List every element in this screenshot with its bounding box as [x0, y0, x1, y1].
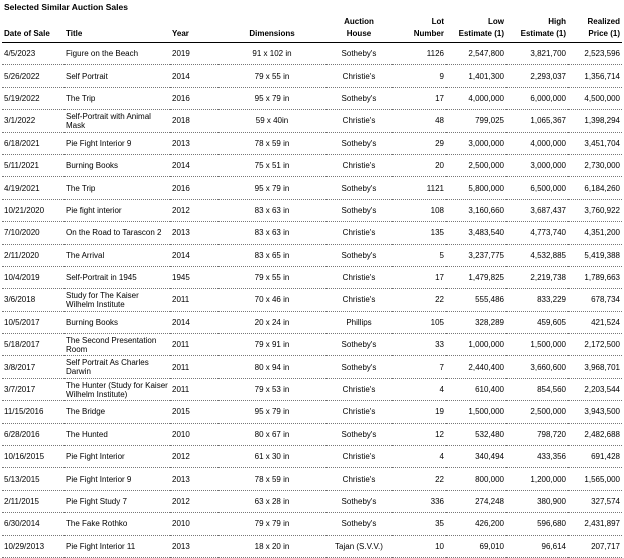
- cell-year: 2013: [170, 535, 218, 557]
- cell-realized: 2,730,000: [568, 154, 622, 176]
- cell-house: Sotheby's: [326, 334, 392, 356]
- cell-high: 1,200,000: [506, 468, 568, 490]
- column-header-realized-line1: Realized: [587, 17, 620, 26]
- cell-low: 426,200: [446, 513, 506, 535]
- cell-low: 274,248: [446, 490, 506, 512]
- cell-dims: 79 x 55 in: [218, 266, 326, 288]
- cell-year: 2016: [170, 87, 218, 109]
- cell-house: Christie's: [326, 289, 392, 311]
- table-row: [2, 490, 622, 512]
- cell-title: Self Portrait As Charles Darwin: [64, 356, 170, 378]
- cell-title: Self Portrait: [64, 65, 170, 87]
- cell-high: 3,687,437: [506, 199, 568, 221]
- cell-high: 380,900: [506, 490, 568, 512]
- cell-high: 2,293,037: [506, 65, 568, 87]
- cell-low: 1,000,000: [446, 334, 506, 356]
- cell-lot: 336: [392, 490, 446, 512]
- cell-date: 5/19/2022: [2, 87, 64, 109]
- table-row: [2, 311, 622, 333]
- cell-realized: 691,428: [568, 446, 622, 468]
- cell-title: The Trip: [64, 87, 170, 109]
- column-header-lot-line2: Number: [413, 29, 444, 38]
- cell-year: 2013: [170, 132, 218, 154]
- cell-year: 2013: [170, 468, 218, 490]
- cell-dims: 18 x 20 in: [218, 535, 326, 557]
- cell-lot: 17: [392, 87, 446, 109]
- table-row: [2, 266, 622, 288]
- cell-dims: 79 x 53 in: [218, 378, 326, 400]
- cell-title: The Arrival: [64, 244, 170, 266]
- column-header-dims: Dimensions: [218, 12, 326, 43]
- cell-house: Christie's: [326, 110, 392, 132]
- cell-date: 10/29/2013: [2, 535, 64, 557]
- table-title: Selected Similar Auction Sales: [4, 2, 128, 12]
- cell-low: 2,547,800: [446, 43, 506, 65]
- cell-dims: 80 x 94 in: [218, 356, 326, 378]
- table-row: [2, 513, 622, 535]
- cell-year: 2018: [170, 110, 218, 132]
- cell-date: 2/11/2015: [2, 490, 64, 512]
- cell-date: 3/6/2018: [2, 289, 64, 311]
- column-header-date: Date of Sale: [2, 12, 64, 43]
- cell-realized: 1,565,000: [568, 468, 622, 490]
- cell-house: Christie's: [326, 468, 392, 490]
- column-header-lot-line1: Lot: [431, 17, 444, 26]
- cell-realized: 3,968,701: [568, 356, 622, 378]
- column-header-year: Year: [170, 12, 218, 43]
- cell-high: 2,219,738: [506, 266, 568, 288]
- cell-low: 328,289: [446, 311, 506, 333]
- cell-low: 3,160,660: [446, 199, 506, 221]
- cell-year: 2010: [170, 423, 218, 445]
- table-row: [2, 43, 622, 65]
- cell-date: 10/16/2015: [2, 446, 64, 468]
- column-header-realized-line2: Price (1): [588, 29, 620, 38]
- cell-lot: 5: [392, 244, 446, 266]
- cell-house: Phillips: [326, 311, 392, 333]
- cell-house: Sotheby's: [326, 132, 392, 154]
- cell-house: Christie's: [326, 154, 392, 176]
- cell-realized: 4,351,200: [568, 222, 622, 244]
- table-row: [2, 177, 622, 199]
- cell-realized: 6,184,260: [568, 177, 622, 199]
- cell-title: Burning Books: [64, 311, 170, 333]
- cell-year: 2011: [170, 378, 218, 400]
- cell-date: 4/19/2021: [2, 177, 64, 199]
- cell-lot: 9: [392, 65, 446, 87]
- cell-high: 459,605: [506, 311, 568, 333]
- table-row: [2, 401, 622, 423]
- cell-house: Christie's: [326, 401, 392, 423]
- cell-lot: 22: [392, 468, 446, 490]
- cell-low: 3,483,540: [446, 222, 506, 244]
- cell-realized: 2,431,897: [568, 513, 622, 535]
- cell-realized: 207,717: [568, 535, 622, 557]
- cell-lot: 29: [392, 132, 446, 154]
- cell-date: 7/10/2020: [2, 222, 64, 244]
- cell-year: 1945: [170, 266, 218, 288]
- cell-dims: 63 x 28 in: [218, 490, 326, 512]
- table-row: [2, 468, 622, 490]
- cell-date: 3/8/2017: [2, 356, 64, 378]
- cell-house: Sotheby's: [326, 244, 392, 266]
- cell-title: Pie Fight Interior 11: [64, 535, 170, 557]
- table-row: [2, 535, 622, 557]
- table-row: [2, 446, 622, 468]
- cell-low: 3,237,775: [446, 244, 506, 266]
- cell-realized: 421,524: [568, 311, 622, 333]
- cell-low: 2,500,000: [446, 154, 506, 176]
- cell-high: 596,680: [506, 513, 568, 535]
- cell-date: 10/21/2020: [2, 199, 64, 221]
- column-header-house-line2: House: [346, 29, 372, 38]
- cell-date: 3/1/2022: [2, 110, 64, 132]
- cell-realized: 2,203,544: [568, 378, 622, 400]
- cell-year: 2012: [170, 199, 218, 221]
- table-row: [2, 199, 622, 221]
- cell-house: Sotheby's: [326, 177, 392, 199]
- cell-date: 10/4/2019: [2, 266, 64, 288]
- cell-lot: 10: [392, 535, 446, 557]
- table-body: [2, 43, 622, 558]
- cell-low: 1,479,825: [446, 266, 506, 288]
- cell-high: 4,773,740: [506, 222, 568, 244]
- cell-date: 2/11/2020: [2, 244, 64, 266]
- cell-lot: 19: [392, 401, 446, 423]
- cell-title: The Bridge: [64, 401, 170, 423]
- cell-lot: 108: [392, 199, 446, 221]
- cell-dims: 59 x 40in: [218, 110, 326, 132]
- cell-date: 3/7/2017: [2, 378, 64, 400]
- column-header-high: [506, 12, 568, 43]
- cell-low: 5,800,000: [446, 177, 506, 199]
- cell-title: Pie Fight Interior: [64, 446, 170, 468]
- column-header-realized: [568, 12, 622, 43]
- cell-title: The Second Presentation Room: [64, 334, 170, 356]
- cell-high: 4,532,885: [506, 244, 568, 266]
- cell-year: 2014: [170, 154, 218, 176]
- cell-high: 3,821,700: [506, 43, 568, 65]
- table-row: [2, 289, 622, 311]
- cell-house: Sotheby's: [326, 490, 392, 512]
- cell-title: The Fake Rothko: [64, 513, 170, 535]
- cell-low: 3,000,000: [446, 132, 506, 154]
- column-header-low-line2: Estimate (1): [458, 29, 504, 38]
- cell-house: Sotheby's: [326, 513, 392, 535]
- table-row: [2, 244, 622, 266]
- cell-date: 6/28/2016: [2, 423, 64, 445]
- cell-high: 798,720: [506, 423, 568, 445]
- cell-title: Pie Fight Interior 9: [64, 132, 170, 154]
- cell-low: 532,480: [446, 423, 506, 445]
- cell-dims: 95 x 79 in: [218, 177, 326, 199]
- table-row: [2, 334, 622, 356]
- cell-year: 2013: [170, 222, 218, 244]
- cell-lot: 17: [392, 266, 446, 288]
- cell-dims: 70 x 46 in: [218, 289, 326, 311]
- cell-dims: 20 x 24 in: [218, 311, 326, 333]
- cell-low: 69,010: [446, 535, 506, 557]
- cell-high: 433,356: [506, 446, 568, 468]
- cell-lot: 12: [392, 423, 446, 445]
- cell-date: 5/11/2021: [2, 154, 64, 176]
- cell-house: Sotheby's: [326, 43, 392, 65]
- cell-dims: 83 x 65 in: [218, 244, 326, 266]
- cell-house: Tajan (S.V.V.): [326, 535, 392, 557]
- cell-realized: 2,482,688: [568, 423, 622, 445]
- cell-dims: 91 x 102 in: [218, 43, 326, 65]
- cell-title: Pie fight interior: [64, 199, 170, 221]
- cell-high: 1,065,367: [506, 110, 568, 132]
- cell-realized: 678,734: [568, 289, 622, 311]
- column-header-low: [446, 12, 506, 43]
- cell-lot: 33: [392, 334, 446, 356]
- cell-dims: 83 x 63 in: [218, 222, 326, 244]
- cell-realized: 1,398,294: [568, 110, 622, 132]
- cell-title: Self-Portrait in 1945: [64, 266, 170, 288]
- cell-realized: 5,419,388: [568, 244, 622, 266]
- cell-year: 2012: [170, 490, 218, 512]
- header-row: [2, 12, 622, 43]
- cell-low: 799,025: [446, 110, 506, 132]
- cell-dims: 95 x 79 in: [218, 87, 326, 109]
- cell-year: 2012: [170, 446, 218, 468]
- cell-low: 610,400: [446, 378, 506, 400]
- cell-low: 1,401,300: [446, 65, 506, 87]
- cell-year: 2011: [170, 356, 218, 378]
- cell-high: 96,614: [506, 535, 568, 557]
- cell-dims: 78 x 59 in: [218, 132, 326, 154]
- column-header-house-line1: Auction: [344, 17, 374, 26]
- cell-low: 1,500,000: [446, 401, 506, 423]
- cell-year: 2011: [170, 289, 218, 311]
- cell-title: Pie Fight Study 7: [64, 490, 170, 512]
- cell-date: 5/26/2022: [2, 65, 64, 87]
- cell-realized: 2,523,596: [568, 43, 622, 65]
- cell-house: Christie's: [326, 65, 392, 87]
- cell-dims: 83 x 63 in: [218, 199, 326, 221]
- cell-title: Figure on the Beach: [64, 43, 170, 65]
- cell-title: On the Road to Tarascon 2: [64, 222, 170, 244]
- cell-low: 2,440,400: [446, 356, 506, 378]
- cell-high: 4,000,000: [506, 132, 568, 154]
- table-row: [2, 65, 622, 87]
- cell-realized: 2,172,500: [568, 334, 622, 356]
- cell-date: 11/15/2016: [2, 401, 64, 423]
- table-row: [2, 87, 622, 109]
- cell-date: 6/30/2014: [2, 513, 64, 535]
- cell-lot: 1121: [392, 177, 446, 199]
- cell-dims: 78 x 59 in: [218, 468, 326, 490]
- cell-dims: 80 x 67 in: [218, 423, 326, 445]
- cell-title: The Hunted: [64, 423, 170, 445]
- cell-high: 3,000,000: [506, 154, 568, 176]
- cell-lot: 35: [392, 513, 446, 535]
- cell-year: 2019: [170, 43, 218, 65]
- cell-high: 1,500,000: [506, 334, 568, 356]
- cell-low: 340,494: [446, 446, 506, 468]
- cell-house: Christie's: [326, 378, 392, 400]
- cell-year: 2016: [170, 177, 218, 199]
- cell-year: 2010: [170, 513, 218, 535]
- cell-lot: 4: [392, 378, 446, 400]
- column-header-high-line1: High: [548, 17, 566, 26]
- cell-realized: 1,356,714: [568, 65, 622, 87]
- cell-realized: 327,574: [568, 490, 622, 512]
- cell-house: Sotheby's: [326, 423, 392, 445]
- cell-house: Christie's: [326, 222, 392, 244]
- cell-date: 6/18/2021: [2, 132, 64, 154]
- cell-high: 2,500,000: [506, 401, 568, 423]
- cell-high: 6,500,000: [506, 177, 568, 199]
- cell-date: 10/5/2017: [2, 311, 64, 333]
- cell-year: 2014: [170, 244, 218, 266]
- cell-title: Study for The Kaiser Wilhelm Institute: [64, 289, 170, 311]
- cell-lot: 1126: [392, 43, 446, 65]
- table-header: [2, 12, 622, 43]
- cell-year: 2014: [170, 311, 218, 333]
- table-row: [2, 378, 622, 400]
- cell-house: Christie's: [326, 266, 392, 288]
- cell-high: 3,660,600: [506, 356, 568, 378]
- table-row: [2, 132, 622, 154]
- cell-title: Burning Books: [64, 154, 170, 176]
- cell-high: 854,560: [506, 378, 568, 400]
- cell-realized: 3,760,922: [568, 199, 622, 221]
- cell-low: 555,486: [446, 289, 506, 311]
- column-header-low-line1: Low: [488, 17, 504, 26]
- cell-lot: 4: [392, 446, 446, 468]
- cell-dims: 79 x 55 in: [218, 65, 326, 87]
- auction-sales-table: [2, 12, 622, 558]
- cell-house: Sotheby's: [326, 199, 392, 221]
- cell-year: 2014: [170, 65, 218, 87]
- cell-year: 2015: [170, 401, 218, 423]
- cell-year: 2011: [170, 334, 218, 356]
- cell-house: Sotheby's: [326, 87, 392, 109]
- cell-dims: 95 x 79 in: [218, 401, 326, 423]
- cell-dims: 75 x 51 in: [218, 154, 326, 176]
- table-row: [2, 110, 622, 132]
- cell-title: The Hunter (Study for Kaiser Wilhelm Institute): [64, 378, 170, 400]
- cell-lot: 7: [392, 356, 446, 378]
- table-row: [2, 154, 622, 176]
- cell-low: 4,000,000: [446, 87, 506, 109]
- cell-high: 6,000,000: [506, 87, 568, 109]
- cell-house: Christie's: [326, 446, 392, 468]
- cell-lot: 20: [392, 154, 446, 176]
- cell-realized: 3,451,704: [568, 132, 622, 154]
- column-header-house: [326, 12, 392, 43]
- cell-house: Sotheby's: [326, 356, 392, 378]
- cell-dims: 61 x 30 in: [218, 446, 326, 468]
- cell-title: Self-Portrait with Animal Mask: [64, 110, 170, 132]
- column-header-high-line2: Estimate (1): [520, 29, 566, 38]
- table-row: [2, 423, 622, 445]
- cell-lot: 22: [392, 289, 446, 311]
- column-header-title: Title: [64, 12, 170, 43]
- cell-realized: 4,500,000: [568, 87, 622, 109]
- column-header-lot: [392, 12, 446, 43]
- cell-dims: 79 x 91 in: [218, 334, 326, 356]
- cell-date: 5/13/2015: [2, 468, 64, 490]
- cell-high: 833,229: [506, 289, 568, 311]
- cell-date: 4/5/2023: [2, 43, 64, 65]
- cell-realized: 1,789,663: [568, 266, 622, 288]
- cell-lot: 105: [392, 311, 446, 333]
- table-row: [2, 222, 622, 244]
- cell-realized: 3,943,500: [568, 401, 622, 423]
- cell-low: 800,000: [446, 468, 506, 490]
- cell-title: Pie Fight Interior 9: [64, 468, 170, 490]
- cell-dims: 79 x 79 in: [218, 513, 326, 535]
- cell-date: 5/18/2017: [2, 334, 64, 356]
- cell-title: The Trip: [64, 177, 170, 199]
- table-row: [2, 356, 622, 378]
- cell-lot: 48: [392, 110, 446, 132]
- cell-lot: 135: [392, 222, 446, 244]
